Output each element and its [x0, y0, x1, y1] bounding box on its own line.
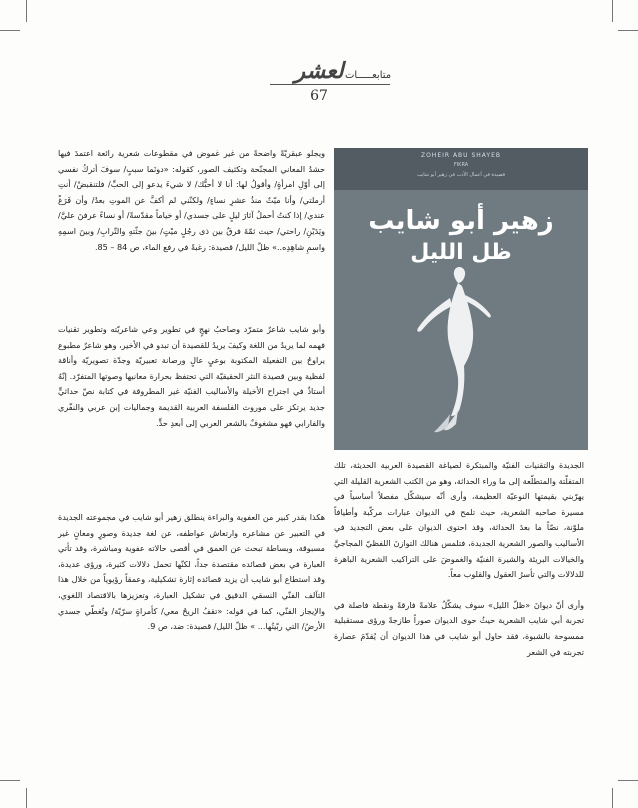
- cover-author-name: زهير أبو شايب: [368, 206, 554, 236]
- article-text-left-middle: [58, 322, 325, 431]
- article-text-left-top: [58, 146, 325, 255]
- paragraph-poem-quote: ويجلو عبقريّةً واضحةً من غير غموض في مقطوعات شعرية رائعة اعتمدَ فيها حشدُ المعاني المجنّحة وتكثيف الصور، كقوله: «دونَما سببٍ/ سوفَ أتركُ نفسي إلى أوّلِ امرأةٍ/ وأقولُ لها: أنا لا أحبُّك/ لا شيءَ يدعو إلى الحبِّ/ فلتنقبضْ/ أنتِ أرملتي/ وأنا ميّتٌ منذُ عشرِ نساءٍ/ ولكنّني لم أكفَّ عن الموتِ بعدُ/ وأن فَرَغْ عندي/ إذا كنتُ أحملُ آثارَ ليلٍ على جسدي/ أو خياماً مقدّسةً/ أو نساءً عرفنَ عليَّ/ ويَدَيْنِ/ راحتي/ حيث ثمّةَ فرقٌ بين ذى رجُلٍ ميْتٍ/ بينَ جثّتهِ والتّرابِ/ وبينَ اسمِهِ واسمِ شاهِدِه..» ظلّ الليل/ قصيدة: رغبةً في رفع الماء، ص 84 – 85.: [58, 148, 325, 252]
- paragraph-new-techniques: الجديدة والتقنيات الفنيّة والمبتكرة لصياغة القصيدة العربية الحديثة، تلك المتفلّتة والمتطلّعة إلى ما وراء الحداثة، وهو من الكتب الشعرية القليلة التي يهرّبني بقيمتها النوعيّة العظيمة، وأرى أنّه سيشكّل مفصلاً أساسياً في مسيرة صاحبه الشعرية، حيث تلمح في الديوان عبارات مركّبة وأطيافاً ملوّنة، نصّاً ما بعدَ الحداثة، وقد احتوى الديوان على بعض التجديد في الأساليب والصور الشعرية الجديدة، فتلمس هنالك التوازنَ اللفظيّ المجاجيَّ والخيالات البريئة والشيرة الفنيّة والغموضَ على التراكيب الشعرية الباهرة للدلالات والتي تأسرُ العقول والقلوب معاً.: [334, 460, 584, 580]
- magazine-logo: لعشر: [294, 58, 344, 84]
- section-title: متابعـــــات: [345, 70, 392, 81]
- book-cover-image: [334, 148, 588, 450]
- page-number: 67: [310, 88, 328, 104]
- dancer-figure-illustration: [334, 148, 588, 450]
- crop-mark: [612, 0, 613, 22]
- header-divider: [270, 84, 390, 85]
- crop-mark: [612, 788, 613, 808]
- crop-mark: [618, 780, 638, 781]
- cover-series-label: FIKRA: [453, 162, 469, 168]
- article-text-left-bottom: [58, 510, 325, 635]
- crop-mark: [0, 780, 20, 781]
- crop-mark: [618, 30, 638, 31]
- cover-book-title: ظل الليل: [410, 240, 512, 265]
- crop-mark: [26, 788, 27, 808]
- paragraph-spontaneity: هكذا بقدر كبير من العفوية والبراءة ينطلق زهير أبو شايب في مجموعته الجديدة في التعبير عن مشاعره وارتعاش عواطفه، عن لغة جديدة وصورٍ ومعانٍ غير مسبوقة، وبساطة تبحث عن العمق في أقصى حالاته عفوية ومباشرة، وقد تأتي العبارة في بعض قصائده مقتصدة جداً، لكنّها تحمل دلالات كثيرة، ورؤى عديدة، وقد استطاع أبو شايب أن يزيد قصائده إثارة تشكيلية، وعمقاً رؤيوياً من خلال هذا التآلف الفنّي النسقي الدقيق في تشكيل العبارة، وتعزيزها بالاقتصاد اللغوي، والإيجاز الفنّي، كما في قوله: «تقفُ الريحُ معي/ كأمراةٍ سرّيّة/ وتُغطّي جسدي الأرضُ/ التي ربّيتُها... » ظلّ الليل/ قصيدة: ضد، ص 9.: [58, 512, 325, 632]
- cover-tagline: قصيدة في أعمال الأدب في زهير أبو شايب: [416, 172, 505, 178]
- crop-mark: [26, 0, 27, 22]
- article-text-right-bottom: [334, 458, 584, 660]
- paragraph-poet-style: وأبو شايب شاعرٌ متمرّد وصاحبُ نهجٍ في تطوير وعي شاعريّته وتطوير تقنيات فهمه لما يريدُ من اللغة وكيفَ يريدُ للقصيدة أن تبدو في الأخير، وهو شاعرٌ مطبوع يراوحُ بين التفعيلة المكتوبة بوعيٍ عالٍ ورصانة تعبيريّة وجدّة تصويريّة وأناقة لفظية وبين قصيدة النثر الحقيقيّة التي تحتفظ بحرارة معانيها وصوتها المتفرّد. إنّهُ أستاذٌ في اجتراح الأخيلة والأساليب الفنيّة غير المطروقة في كتابة نصّ حداثيٍّ جديد يرتكز على موروث الفلسفة العربية القديمة وجماليات إبن عربي والنفّري والفارابي فهو مشغوفٌ بالشعر العربي إلى أبعدِ حدٍّ.: [58, 324, 325, 428]
- crop-mark: [0, 30, 20, 31]
- cover-author-latin: ZOHEIR ABU SHAYEB: [420, 152, 502, 159]
- paragraph-conclusion: وأرى أنّ ديوانَ «ظلّ الليل» سوف يشكّلُ علامةً فارقةً ونقطة فاصلة في تجربة أبي شايب الشعرية حيثُ حوى الديوان صوراً طازجةً ورؤى مستقبلية ممسوحة بالشبوة، فقد حاول أبو شايب في هذا الديوان أن يُقدّمَ عصارة تجربته في الشعر: [334, 599, 584, 657]
